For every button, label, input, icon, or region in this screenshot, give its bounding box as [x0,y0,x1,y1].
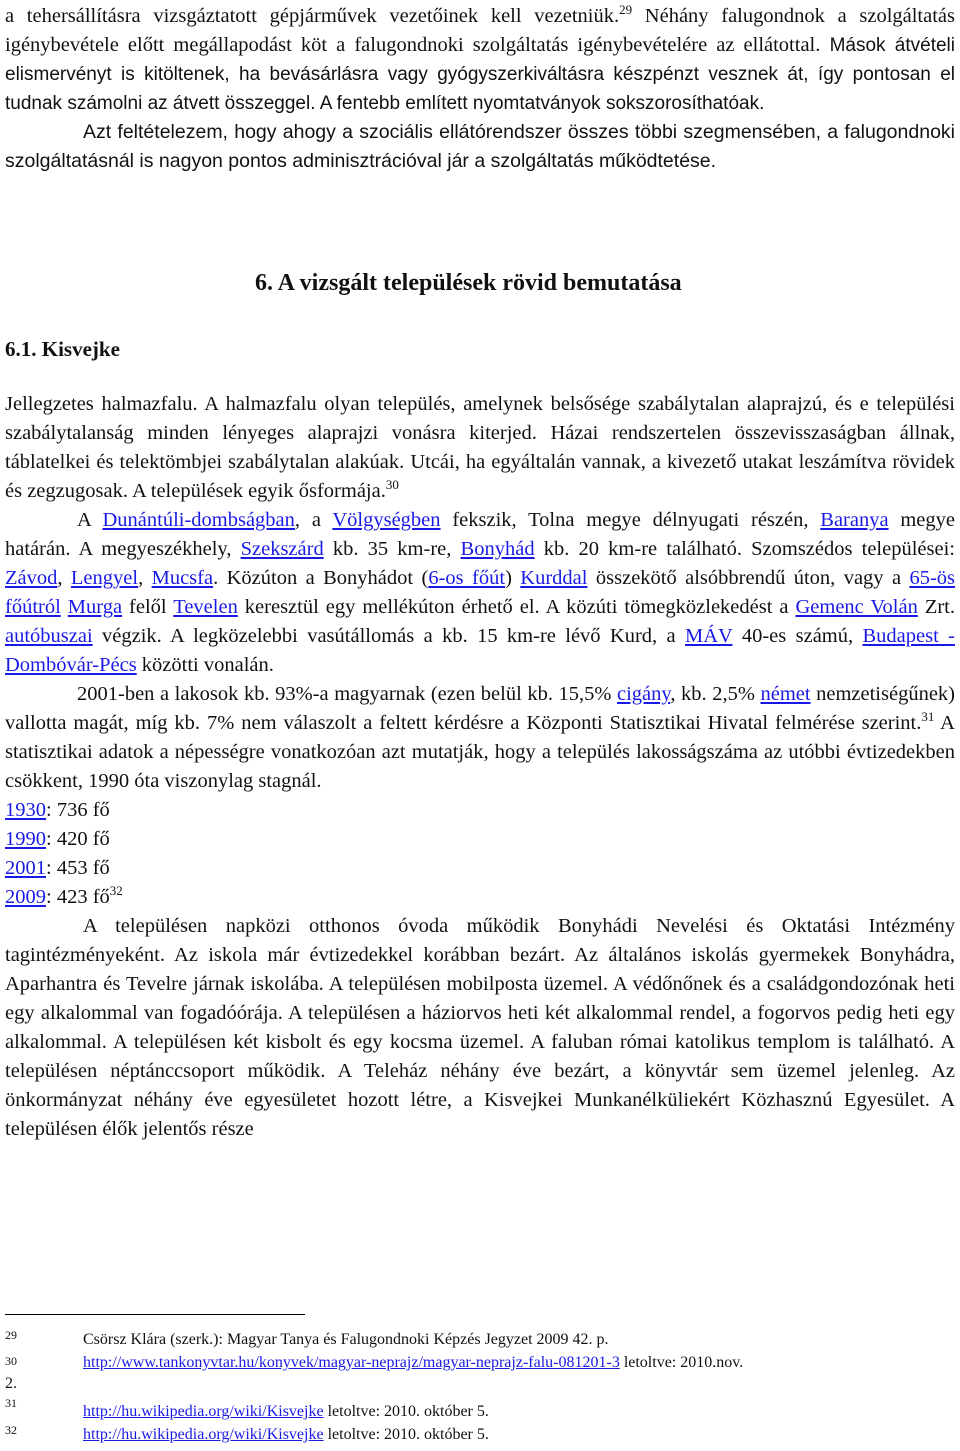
p4-text: kb. 35 km-re, [323,538,461,560]
p4-text: felől [122,596,174,618]
link-dunantuli-dombsag[interactable]: Dunántúli-dombságban [102,509,295,531]
p4-text: keresztül egy mellékúton érhető el. A közúti tömegközlekedést a [237,596,796,618]
link-baranya[interactable]: Baranya [820,509,889,531]
footnotes [0,1322,960,1447]
link-cigany[interactable]: cigány [617,683,671,705]
footnote-number: 31 [5,1396,17,1410]
link-year-1930[interactable]: 1930 [5,799,46,821]
population-1930 [5,796,955,825]
link-year-2009[interactable]: 2009 [5,886,46,908]
footnote-ref-32[interactable]: 32 [109,883,123,899]
footnote-29-text: Csörsz Klára (szerk.): Magyar Tanya és Falugondnoki Képzés Jegyzet 2009 42. p. [83,1331,609,1348]
body-block [5,390,955,1144]
p4-text: , [57,567,71,589]
paragraph-1-text-c: Mások átvételi elismervényt is kitöltenek, ha bevásárlásra vagy gyógyszerkiváltásra készpénzt vesznek át, így pontosan el tudnak számolni az átvett összeggel. A fentebb említett nyomtatványok sokszorosíthatóak. [5,35,955,114]
link-gemenc-volan[interactable]: Gemenc Volán [795,596,918,618]
p5-text: , kb. 2,5% [670,683,761,705]
footnote-31-suffix: letoltve: 2010. október 5. [323,1403,489,1420]
link-zavod[interactable]: Závod [5,567,58,589]
p4-text: . Közúton a Bonyhádot ( [213,567,429,589]
link-tankonyvtar[interactable]: http://www.tankonyvtar.hu/konyvek/magyar-neprajz/magyar-neprajz-falu-081201-3 [83,1354,620,1371]
link-year-1990[interactable]: 1990 [5,828,46,850]
paragraph-1-text-b: Néhány falugondnok a szolgáltatás igénybevétele előtt megállapodást köt a falugondnoki szolgáltatás igénybevételére az ellátottal. [5,5,955,56]
section-title: 6. A vizsgált települések rövid bemutatása [255,270,682,296]
footnote-ref-31[interactable]: 31 [921,709,935,725]
paragraph-6: A településen napközi otthonos óvoda működik Bonyhádi Nevelési és Oktatási Intézmény tagintézményeként. Az iskola már évtizedekkel korábban bezárt. Az általános iskolás gyermekek Bonyhádra, Aparhantra és Tevelre járnak iskolába. A településen mobilposta üzemel. A védőnőnek és a családgondozónak heti egy alkalommal van fogadóórája. A településen a háziorvos heti két alkalommal rendel, a fogorvos pedig heti egy alkalommal. A településen két kisbolt és egy kocsma üzemel. A faluban római katolikus templom is található. A településen néptánccsoport működik. A Teleház néhány éve bezárt, a könyvtár sem üzemel jelenleg. Az önkormányzat néhány éve egyesületet hozott létre, a Kisvejkei Munkanélküliekért Közhasznú Egyesület. A településen élők jelentős része [5,915,955,1140]
footnote-number: 32 [5,1423,17,1437]
population-value: : 423 fő [46,886,110,908]
p4-text: fekszik, Tolna megye délnyugati részén, [440,509,821,531]
footnote-32-text [83,1425,489,1445]
link-wikipedia-kisvejke[interactable]: http://hu.wikipedia.org/wiki/Kisvejke [83,1403,324,1420]
p4-text: , [138,567,152,589]
p5-text: 2001-ben a lakosok kb. 93%-a magyarnak (ezen belül kb. 15,5% [77,683,618,705]
intro-block [5,2,955,176]
p4-text: A [77,509,103,531]
population-value: : 736 fő [46,799,110,821]
p4-text: 40-es számú, [732,625,863,647]
link-murga[interactable]: Murga [67,596,123,618]
link-kurddal[interactable]: Kurddal [520,567,588,589]
link-tevelen[interactable]: Tevelen [173,596,238,618]
population-2001 [5,854,955,883]
p4-text: Zrt. [917,596,955,618]
link-volgyseg[interactable]: Völgységben [332,509,441,531]
link-6-os-fout[interactable]: 6-os főút [428,567,506,589]
footnote-divider [5,1314,305,1315]
paragraph-3-text: Jellegzetes halmazfalu. A halmazfalu olyan település, amelynek belsősége szabálytalan alaprajzú, és e települési szabálytalanság minden lényeges alaprajzi vonásra kiterjed. Házai rendszertelen összevisszaságban állnak, táblatelkei és telektömbjei szabálytalan alakúak. Utcái, ha egyáltalán vannak, a kivezető utakat leszámítva rövidek és zegzugosak. A települések egyik ősformája. [5,393,955,502]
link-bonyhad[interactable]: Bonyhád [460,538,535,560]
link-budapest-dombovar-pecs[interactable]: Budapest - Dombóvár-Pécs [5,625,955,676]
p4-text: végzik. A legközelebbi vasútállomás a kb. 15 km-re lévő Kurd, a [92,625,686,647]
link-lengyel[interactable]: Lengyel [70,567,139,589]
link-nemet[interactable]: német [760,683,811,705]
link-szekszard[interactable]: Szekszárd [240,538,324,560]
population-2009 [5,883,955,912]
p4-text: ) [505,567,521,589]
subsection-title: 6.1. Kisvejke [5,337,120,361]
footnote-ref-30[interactable]: 30 [385,477,399,493]
population-value: : 420 fő [46,828,110,850]
footnote-ref-29[interactable]: 29 [619,2,633,18]
footnote-32-suffix: letoltve: 2010. október 5. [323,1426,489,1443]
p4-text: megye határán. A megyeszékhely, [5,509,955,560]
footnote-30-suffix: letoltve: 2010.nov. [619,1354,744,1371]
population-1990 [5,825,955,854]
p5-text: nemzetiségűnek) vallotta magát, míg kb. 7% nem válaszolt a feltett kérdésre a Központi Statisztikai Hivatal felmérése szerint. [5,683,956,734]
footnote-number: 29 [5,1328,17,1342]
link-mucsfa[interactable]: Mucsfa [151,567,214,589]
link-mav[interactable]: MÁV [685,625,733,647]
paragraph-4 [5,506,955,680]
footnote-number: 30 [5,1354,17,1368]
paragraph-5 [5,680,955,796]
paragraph-1 [5,2,955,118]
p4-text: összekötő alsóbbrendű úton, vagy a [587,567,910,589]
p4-text: kb. 20 km-re található. Szomszédos települései: [534,538,955,560]
paragraph-1-text-a: a tehersállításra vizsgáztatott gépjárművek vezetőinek kell vezetniük. [5,5,620,27]
population-value: : 453 fő [46,857,110,879]
p4-text [61,596,68,618]
link-autobuszai[interactable]: autóbuszai [5,625,93,647]
paragraph-3 [5,390,955,506]
p4-text: közötti vonalán. [136,654,274,676]
footnote-30-wrap: 2. [5,1375,17,1392]
paragraph-2: Azt feltételezem, hogy ahogy a szociális ellátórendszer összes többi szegmensében, a falugondnoki szolgáltatásnál is nagyon pontos adminisztrációval jár a szolgáltatás működtetése. [5,121,955,172]
link-65-os-foutrol[interactable]: 65-ös főútról [5,567,956,618]
footnote-31-text [83,1402,489,1422]
footnote-30-text [83,1353,743,1373]
p4-text: , a [294,509,333,531]
link-year-2001[interactable]: 2001 [5,857,46,879]
p5-text: A statisztikai adatok a népességre vonatkozóan azt mutatják, hogy a település lakosságszáma az utóbbi évtizedekben csökkent, 1990 óta viszonylag stagnál. [5,712,955,792]
link-wikipedia-kisvejke[interactable]: http://hu.wikipedia.org/wiki/Kisvejke [83,1426,324,1443]
